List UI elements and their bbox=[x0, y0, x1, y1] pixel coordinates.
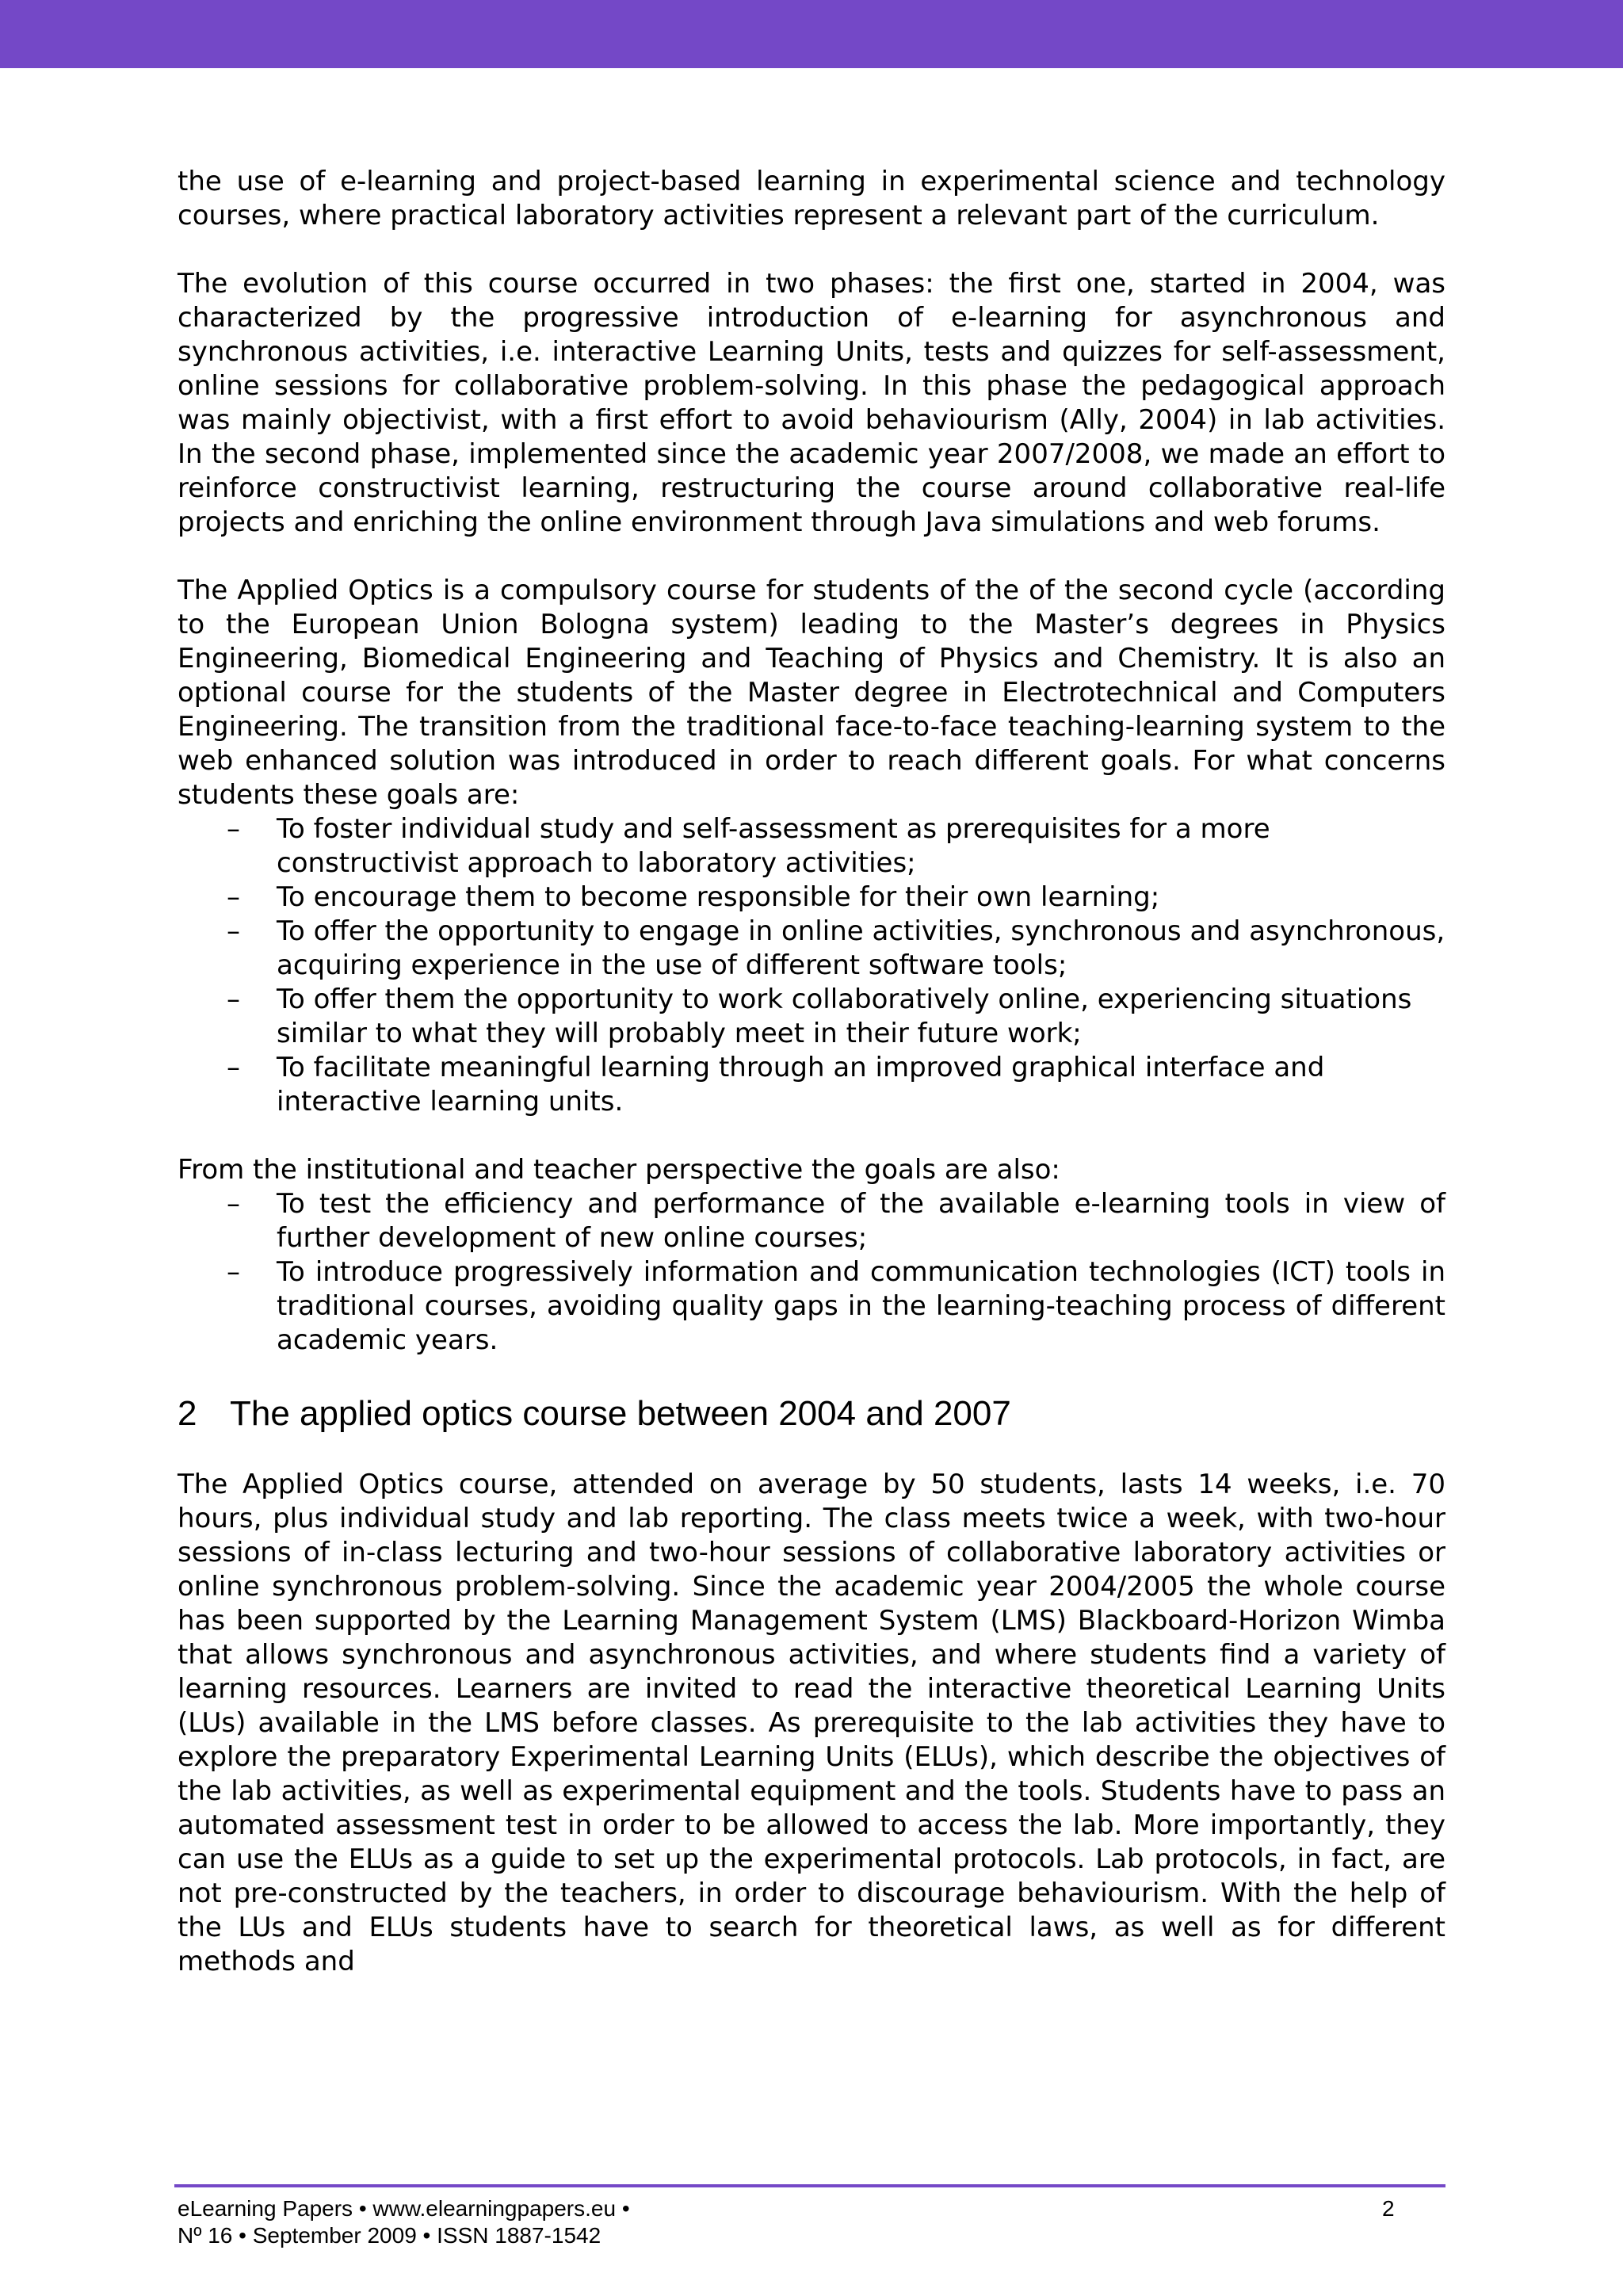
section-title: The applied optics course between 2004 and 2007 bbox=[230, 1394, 1011, 1433]
list-item bbox=[178, 1051, 1445, 1119]
paragraph-intro-continuation: the use of e-learning and project-based learning in experimental science and technology courses, where practical laboratory activities represent a relevant part of the curriculum. bbox=[178, 166, 1445, 231]
dash-bullet: – bbox=[227, 1188, 240, 1220]
dash-bullet: – bbox=[227, 881, 240, 913]
list-item bbox=[178, 915, 1445, 983]
list-item bbox=[178, 1255, 1445, 1358]
paragraph-course-description: The Applied Optics is a compulsory course for students of the of the second cycle (according to the European Union Bologna system) leading to the Master’s degrees in Physics Engineering, Biomedical Engineering and Teaching of Physics and Chemistry. It is also an optional course for the students of the Master degree in Electrotechnical and Computers Engineering. The transition from the traditional face-to-face teaching-learning system to the web enhanced solution was introduced in order to reach different goals. For what concerns students these goals are: bbox=[178, 575, 1445, 811]
section-heading bbox=[178, 1392, 1445, 1436]
list-item bbox=[178, 881, 1445, 915]
footer-line-journal: eLearning Papers • www.elearningpapers.eu • bbox=[178, 2196, 630, 2221]
list-item-text: To facilitate meaningful learning through an improved graphical interface and interactive learning units. bbox=[277, 1052, 1325, 1117]
list-item-text: To introduce progressively information and communication technologies (ICT) tools in traditional courses, avoiding quality gaps in the learning-teaching process of different academic years. bbox=[277, 1256, 1445, 1356]
student-goals-list bbox=[178, 812, 1445, 1119]
paragraph-institutional-goals-intro: From the institutional and teacher perspective the goals are also: bbox=[178, 1154, 1060, 1186]
list-item-text: To foster individual study and self-assessment as prerequisites for a more constructivist approach to laboratory activities; bbox=[277, 813, 1270, 879]
dash-bullet: – bbox=[227, 984, 240, 1015]
list-item-text: To offer the opportunity to engage in online activities, synchronous and asynchronous, acquiring experience in the use of different software tools; bbox=[277, 915, 1445, 981]
dash-bullet: – bbox=[227, 915, 240, 947]
list-item bbox=[178, 983, 1445, 1051]
dash-bullet: – bbox=[227, 813, 240, 845]
list-item-text: To offer them the opportunity to work collaboratively online, experiencing situations similar to what they will probably meet in their future work; bbox=[277, 984, 1412, 1049]
page-body bbox=[178, 165, 1445, 2013]
dash-bullet: – bbox=[227, 1052, 240, 1083]
footer-publication-info bbox=[178, 2195, 630, 2249]
list-item bbox=[178, 812, 1445, 881]
dash-bullet: – bbox=[227, 1256, 240, 1288]
list-item bbox=[178, 1187, 1445, 1255]
header-band bbox=[0, 0, 1623, 68]
institutional-goals-list bbox=[178, 1187, 1445, 1358]
list-item-text: To test the efficiency and performance of the available e-learning tools in view of further development of new online courses; bbox=[277, 1188, 1445, 1254]
page-number: 2 bbox=[1382, 2196, 1395, 2221]
paragraph-course-evolution: The evolution of this course occurred in two phases: the first one, started in 2004, was characterized by the progressive introduction of e-learning for asynchronous and synchronous activities, i.e. interactive Learning Units, tests and quizzes for self-assessment, online sessions for collaborative problem-solving. In this phase the pedagogical approach was mainly objectivist, with a first effort to avoid behaviourism (Ally, 2004) in lab activities. In the second phase, implemented since the academic year 2007/2008, we made an effort to reinforce constructivist learning, restructuring the course around collaborative real-life projects and enriching the online environment through Java simulations and web forums. bbox=[178, 268, 1445, 538]
footer-line-issue: Nº 16 • September 2009 • ISSN 1887-1542 bbox=[178, 2223, 601, 2248]
paragraph-course-details: The Applied Optics course, attended on average by 50 students, lasts 14 weeks, i.e. 70 hours, plus individual study and lab reporting. The class meets twice a week, with two-hour sessions of in-class lecturing and two-hour sessions of collaborative laboratory activities or online synchronous problem-solving. Since the academic year 2004/2005 the whole course has been supported by the Learning Management System (LMS) Blackboard-Horizon Wimba that allows synchronous and asynchronous activities, and where students find a variety of learning resources. Learners are invited to read the interactive theoretical Learning Units (LUs) available in the LMS before classes. As prerequisite to the lab activities they have to explore the preparatory Experimental Learning Units (ELUs), which describe the objectives of the lab activities, as well as experimental equipment and the tools. Students have to pass an automated assessment test in order to be allowed to access the lab. More importantly, they can use the ELUs as a guide to set up the experimental protocols. Lab protocols, in fact, are not pre-constructed by the teachers, in order to discourage behaviourism. With the help of the LUs and ELUs students have to search for theoretical laws, as well as for different methods and bbox=[178, 1469, 1445, 1977]
section-number: 2 bbox=[178, 1394, 197, 1433]
list-item-text: To encourage them to become responsible for their own learning; bbox=[277, 881, 1160, 913]
footer-divider bbox=[174, 2184, 1445, 2187]
